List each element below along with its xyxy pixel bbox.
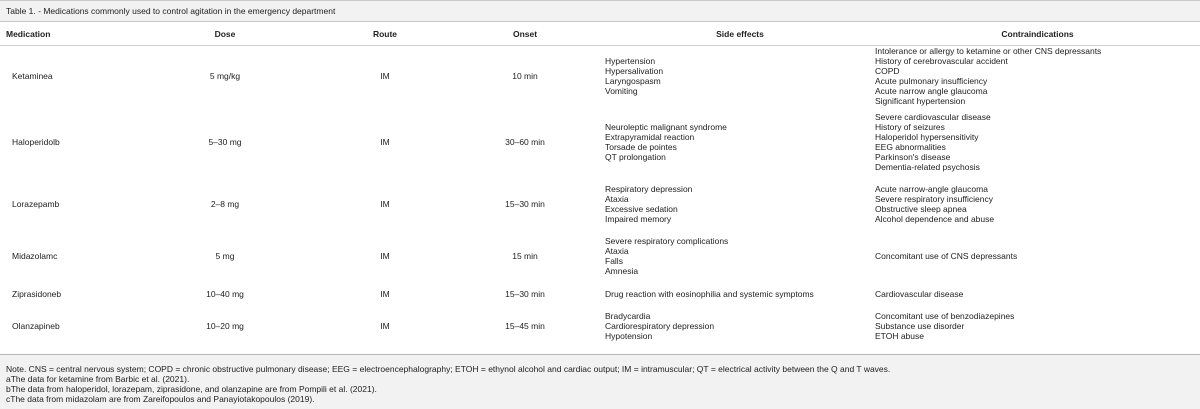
header-dose: Dose: [125, 22, 325, 46]
list-item: Torsade de pointes: [605, 142, 677, 152]
list-item: Impaired memory: [605, 214, 672, 224]
list-item: Vomiting: [605, 86, 638, 96]
footnote-a: aThe data for ketamine from Barbic et al. (2021).: [6, 374, 190, 384]
list-item: Neuroleptic malignant syndrome: [605, 122, 727, 132]
onset-cell: 15–45 min: [505, 321, 545, 331]
side-effects-cell: [605, 305, 875, 347]
side-effects-cell: [605, 282, 875, 305]
list-item: Haloperidol hypersensitivity: [875, 132, 979, 142]
list-item: History of cerebrovascular accident: [875, 56, 1008, 66]
list-item: Acute narrow-angle glaucoma: [875, 184, 988, 194]
dose-cell: 5–30 mg: [208, 137, 242, 147]
list-item: History of seizures: [875, 122, 945, 132]
header-medication: Medication: [0, 22, 125, 46]
list-item: ETOH abuse: [875, 331, 924, 341]
list-item: Acute pulmonary insufficiency: [875, 76, 988, 86]
list-item: Significant hypertension: [875, 96, 966, 106]
medication-cell: Lorazepamb: [12, 199, 60, 209]
list-item: Cardiovascular disease: [875, 288, 964, 299]
note-abbreviations: Note. CNS = central nervous system; COPD = chronic obstructive pulmonary disease; EEG = electroencephalography; ETOH = ethynol alcohol and cardiac output; IM = intramuscular; QT = electrical activity between the Q and T waves.: [6, 364, 891, 374]
route-cell: IM: [380, 199, 390, 209]
header-onset: Onset: [445, 22, 605, 46]
header-side-effects: Side effects: [605, 22, 875, 46]
contraindications-cell: [875, 282, 1200, 305]
list-item: Severe respiratory insufficiency: [875, 194, 993, 204]
header-route: Route: [325, 22, 445, 46]
table-row: [0, 282, 1200, 305]
dose-cell: 5 mg/kg: [209, 71, 241, 81]
header-contraindications: Contraindications: [875, 22, 1200, 46]
contraindications-cell: [875, 305, 1200, 347]
list-item: Falls: [605, 256, 623, 266]
list-item: Ataxia: [605, 246, 629, 256]
contraindications-cell: [875, 230, 1200, 282]
list-item: Ataxia: [605, 194, 629, 204]
contraindications-cell: [875, 178, 1200, 230]
list-item: Drug reaction with eosinophilia and systemic symptoms: [605, 288, 814, 299]
table-row: [0, 305, 1200, 347]
dose-cell: 5 mg: [215, 251, 235, 261]
list-item: COPD: [875, 66, 900, 76]
table-row: [0, 106, 1200, 178]
contraindications-cell: [875, 106, 1200, 178]
table-notes: [0, 354, 1200, 409]
table-row: [0, 178, 1200, 230]
list-item: Extrapyramidal reaction: [605, 132, 695, 142]
route-cell: IM: [380, 71, 390, 81]
route-cell: IM: [380, 251, 390, 261]
list-item: Substance use disorder: [875, 321, 965, 331]
list-item: Dementia-related psychosis: [875, 162, 980, 172]
list-item: Hypertension: [605, 56, 656, 66]
list-item: Alcohol dependence and abuse: [875, 214, 995, 224]
medications-table: [0, 22, 1200, 347]
contraindications-cell: [875, 46, 1200, 107]
medication-cell: Ziprasidoneb: [12, 288, 62, 299]
onset-cell: 10 min: [512, 71, 538, 81]
medication-cell: Ketaminea: [12, 71, 53, 81]
list-item: Severe respiratory complications: [605, 236, 729, 246]
onset-cell: 15–30 min: [505, 288, 545, 299]
footnote-c: cThe data from midazolam are from Zareifopoulos and Panayiotakopoulos (2019).: [6, 394, 315, 404]
onset-cell: 15–30 min: [505, 199, 545, 209]
list-item: EEG abnormalities: [875, 142, 946, 152]
list-item: Obstructive sleep apnea: [875, 204, 967, 214]
onset-cell: 15 min: [512, 251, 538, 261]
list-item: Concomitant use of benzodiazepines: [875, 311, 1015, 321]
list-item: Severe cardiovascular disease: [875, 112, 991, 122]
list-item: Hypersalivation: [605, 66, 664, 76]
table-caption: Table 1. - Medications commonly used to control agitation in the emergency department: [0, 0, 1200, 22]
side-effects-cell: [605, 230, 875, 282]
list-item: Intolerance or allergy to ketamine or other CNS depressants: [875, 46, 1102, 56]
list-item: Laryngospasm: [605, 76, 661, 86]
list-item: QT prolongation: [605, 152, 666, 162]
list-item: Parkinson's disease: [875, 152, 951, 162]
dose-cell: 10–40 mg: [206, 288, 244, 299]
list-item: Respiratory depression: [605, 184, 693, 194]
medication-cell: Olanzapineb: [12, 321, 60, 331]
side-effects-cell: [605, 178, 875, 230]
dose-cell: 10–20 mg: [206, 321, 244, 331]
route-cell: IM: [380, 137, 390, 147]
route-cell: IM: [380, 321, 390, 331]
table-body: [0, 46, 1200, 348]
list-item: Concomitant use of CNS depressants: [875, 251, 1018, 261]
medication-cell: Haloperidolb: [12, 137, 60, 147]
list-item: Acute narrow angle glaucoma: [875, 86, 988, 96]
footnote-b: bThe data from haloperidol, lorazepam, ziprasidone, and olanzapine are from Pompili et al. (2021).: [6, 384, 377, 394]
list-item: Amnesia: [605, 266, 639, 276]
list-item: Cardiorespiratory depression: [605, 321, 715, 331]
side-effects-cell: [605, 46, 875, 107]
table-row: [0, 230, 1200, 282]
dose-cell: 2–8 mg: [210, 199, 240, 209]
list-item: Bradycardia: [605, 311, 651, 321]
medication-cell: Midazolamc: [12, 251, 58, 261]
route-cell: IM: [380, 288, 390, 299]
onset-cell: 30–60 min: [505, 137, 545, 147]
table-row: [0, 46, 1200, 107]
side-effects-cell: [605, 106, 875, 178]
list-item: Hypotension: [605, 331, 653, 341]
header-row: [0, 22, 1200, 46]
list-item: Excessive sedation: [605, 204, 678, 214]
